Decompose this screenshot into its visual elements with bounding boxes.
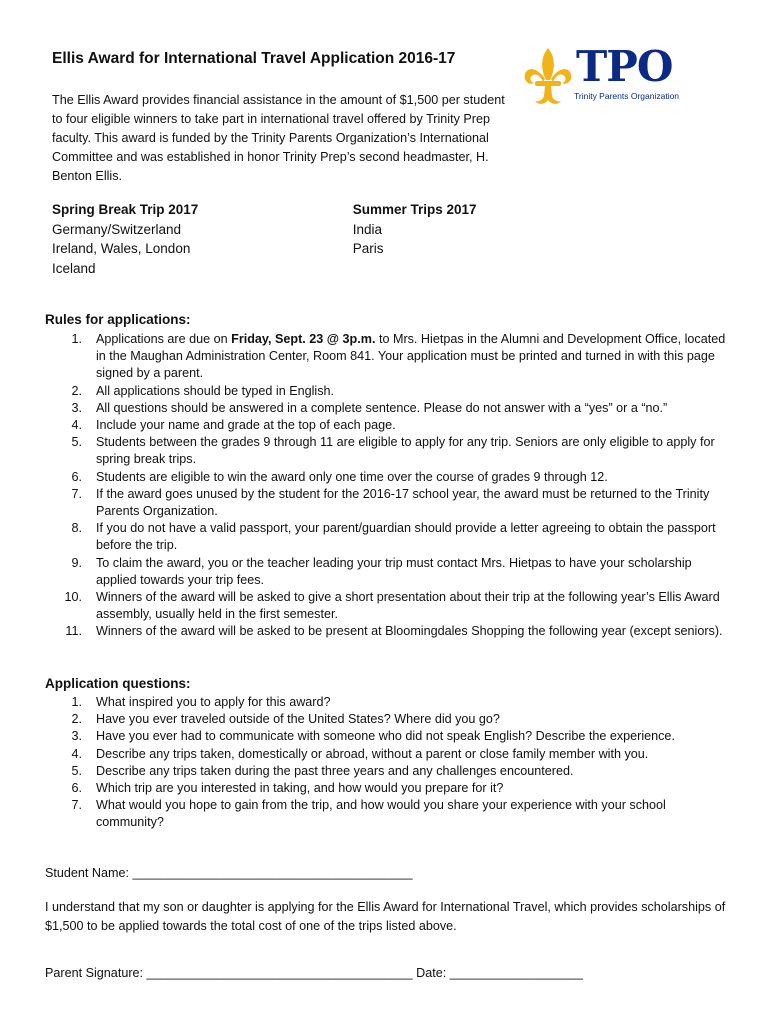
trip-item: India bbox=[352, 221, 382, 237]
logo-letters: TPO bbox=[576, 42, 673, 91]
rule-number: 3. bbox=[71, 400, 82, 415]
due-date: Friday, Sept. 23 @ 3p.m. bbox=[231, 332, 376, 346]
question-item bbox=[40, 780, 730, 797]
tpo-logo bbox=[522, 42, 687, 106]
questions-heading: Application questions: bbox=[45, 676, 191, 691]
rule-item bbox=[40, 589, 730, 623]
rules-list bbox=[40, 331, 730, 641]
summer-trips-heading: Summer Trips 2017 bbox=[352, 202, 477, 217]
trip-item: Germany/Switzerland bbox=[52, 221, 182, 237]
trip-item: Iceland bbox=[52, 260, 96, 276]
rule-number: 6. bbox=[71, 469, 82, 484]
rule-text: to Mrs. Hietpas in the Alumni and Development Office, located in the Maughan Administration Center, Room 841. Your application must be printed and turned in with this page signed by a parent. bbox=[96, 332, 726, 381]
question-text: Have you ever had to communicate with someone who did not speak English? Describe the experience. bbox=[96, 729, 675, 744]
question-item bbox=[40, 763, 730, 780]
rule-number: 1. bbox=[71, 332, 82, 346]
rules-heading: Rules for applications: bbox=[45, 312, 191, 327]
rule-text: All applications should be typed in English. bbox=[96, 383, 335, 398]
rule-item bbox=[40, 555, 730, 589]
rule-number: 9. bbox=[71, 555, 82, 570]
question-text: Have you ever traveled outside of the United States? Where did you go? bbox=[96, 712, 500, 727]
rule-item bbox=[40, 520, 730, 554]
rule-text: If you do not have a valid passport, your parent/guardian should provide a letter agreeing to obtain the passport before the trip. bbox=[96, 521, 716, 553]
question-number: 5. bbox=[71, 763, 82, 778]
question-number: 4. bbox=[71, 746, 82, 761]
question-text: What would you hope to gain from the trip, and how would you share your experience with your school community? bbox=[96, 798, 666, 830]
rule-text: To claim the award, you or the teacher leading your trip must contact Mrs. Hietpas to have your scholarship applied towards your trip fees. bbox=[96, 555, 692, 587]
rule-text: Students are eligible to win the award only one time over the course of grades 9 through 12. bbox=[96, 469, 608, 484]
trips-section bbox=[52, 200, 512, 278]
intro-paragraph: The Ellis Award provides financial assistance in the amount of $1,500 per student to four eligible winners to take part in international travel offered by Trinity Prep faculty. This award is funded by the Trinity Parents Organization’s International Committee and was established in honor Trinity Prep’s second headmaster, H. Benton Ellis. bbox=[52, 93, 505, 183]
rule-number: 2. bbox=[71, 383, 82, 398]
question-text: Which trip are you interested in taking, and how would you prepare for it? bbox=[96, 781, 504, 796]
rule-text: Include your name and grade at the top of each page. bbox=[96, 418, 396, 433]
trip-item: Paris bbox=[352, 241, 384, 256]
logo-subtitle: Trinity Parents Organization bbox=[574, 91, 680, 101]
fleur-de-lis-icon bbox=[522, 46, 574, 106]
rule-number: 7. bbox=[71, 486, 82, 501]
question-text: Describe any trips taken during the past three years and any challenges encountered. bbox=[96, 763, 574, 778]
rule-number: 4. bbox=[71, 418, 82, 433]
summer-trips bbox=[353, 200, 512, 278]
spring-trips bbox=[52, 200, 353, 278]
rule-item bbox=[40, 383, 730, 400]
rule-text: Winners of the award will be asked to be present at Bloomingdales Shopping the following year (except seniors). bbox=[96, 624, 723, 639]
question-item bbox=[40, 746, 730, 763]
question-item bbox=[40, 797, 730, 831]
rule-text: If the award goes unused by the student for the 2016-17 school year, the award must be returned to the Trinity Parents Organization. bbox=[96, 486, 710, 519]
rule-item bbox=[40, 400, 730, 417]
rule-item bbox=[40, 469, 730, 486]
consent-paragraph: I understand that my son or daughter is applying for the Ellis Award for International Travel, which provides scholarships of $1,500 to be applied towards the total cost of one of the trips listed above. bbox=[45, 900, 726, 933]
question-item bbox=[40, 711, 730, 728]
rule-number: 8. bbox=[71, 521, 82, 536]
question-number: 6. bbox=[71, 781, 82, 796]
question-number: 3. bbox=[71, 729, 82, 744]
rule-number: 5. bbox=[71, 435, 82, 450]
question-item bbox=[40, 728, 730, 745]
parent-signature-field[interactable]: Parent Signature: ______________________________________ Date: ___________________ bbox=[45, 966, 583, 980]
rule-text: Students between the grades 9 through 11 are eligible to apply for any trip. Seniors are only eligible to apply for spring break trips. bbox=[96, 435, 715, 467]
question-number: 2. bbox=[71, 712, 82, 727]
page-title: Ellis Award for International Travel Application 2016-17 bbox=[52, 50, 456, 67]
question-number: 1. bbox=[71, 695, 82, 709]
rule-text: All questions should be answered in a complete sentence. Please do not answer with a “yes” or a “no.” bbox=[96, 400, 668, 415]
rule-item bbox=[40, 486, 730, 520]
rule-number: 11. bbox=[65, 624, 82, 639]
question-number: 7. bbox=[71, 798, 82, 813]
rule-text: Winners of the award will be asked to give a short presentation about their trip at the following year’s Ellis Award assembly, usually held in the first semester. bbox=[96, 590, 720, 622]
spring-trips-heading: Spring Break Trip 2017 bbox=[52, 202, 199, 217]
trip-item: Ireland, Wales, London bbox=[52, 241, 191, 256]
rule-item bbox=[40, 434, 730, 468]
question-item bbox=[40, 694, 730, 711]
question-text: Describe any trips taken, domestically or abroad, without a parent or close family member with you. bbox=[96, 746, 649, 761]
rule-item bbox=[40, 417, 730, 434]
question-text: What inspired you to apply for this award? bbox=[96, 695, 331, 709]
student-name-field[interactable]: Student Name: ________________________________________ bbox=[45, 866, 413, 880]
rule-number: 10. bbox=[64, 590, 82, 605]
rule-item bbox=[40, 623, 730, 640]
questions-list bbox=[40, 694, 730, 832]
rule-text: Applications are due on bbox=[96, 332, 232, 346]
rule-item bbox=[40, 331, 730, 383]
